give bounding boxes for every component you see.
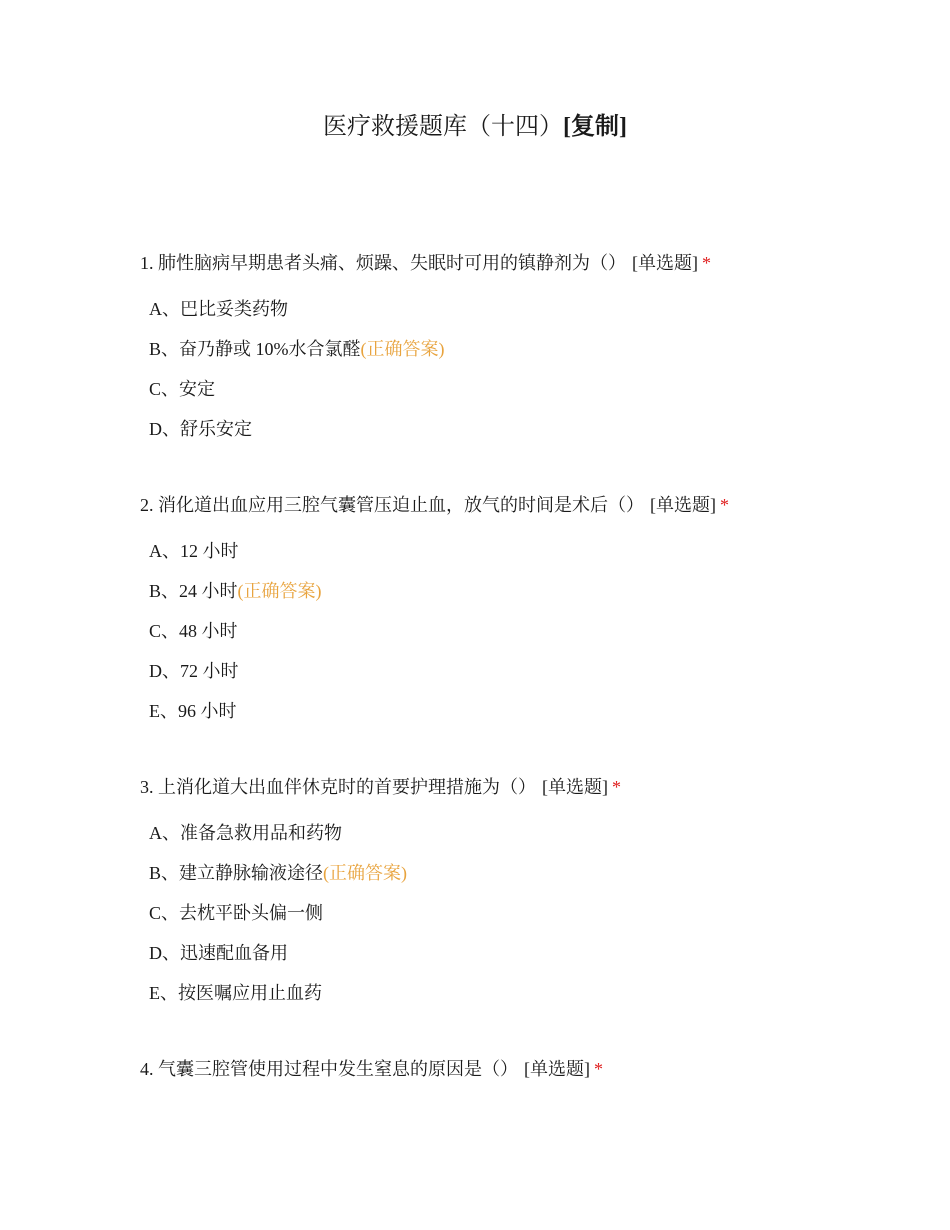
option-e bbox=[149, 698, 900, 724]
title-text: 医疗救援题库（十四） bbox=[323, 114, 563, 140]
question-3 bbox=[140, 774, 900, 1006]
question-1 bbox=[140, 250, 900, 442]
option-d bbox=[149, 416, 900, 442]
option-d bbox=[149, 940, 900, 966]
question-type: [单选题] bbox=[650, 495, 716, 515]
page-title bbox=[0, 110, 950, 144]
question-label: 1. 肺性脑病早期患者头痛、烦躁、失眠时可用的镇静剂为（） bbox=[140, 253, 626, 273]
option-text: D、迅速配血备用 bbox=[149, 943, 288, 963]
question-label: 4. 气囊三腔管使用过程中发生窒息的原因是（） bbox=[140, 1059, 518, 1079]
question-header bbox=[140, 250, 900, 276]
option-text: E、按医嘱应用止血药 bbox=[149, 983, 322, 1003]
correct-answer-note: (正确答案) bbox=[237, 581, 322, 601]
option-text: A、12 小时 bbox=[149, 541, 239, 561]
option-a bbox=[149, 820, 900, 846]
question-header bbox=[140, 774, 900, 800]
option-text: B、24 小时 bbox=[149, 581, 238, 601]
question-label: 3. 上消化道大出血伴休克时的首要护理措施为（） bbox=[140, 777, 536, 797]
copy-tag: [复制] bbox=[563, 114, 627, 140]
option-c bbox=[149, 376, 900, 402]
question-label: 2. 消化道出血应用三腔气囊管压迫止血，放气的时间是术后（） bbox=[140, 495, 644, 515]
option-e bbox=[149, 980, 900, 1006]
question-header bbox=[140, 1056, 900, 1082]
option-c bbox=[149, 618, 900, 644]
question-2 bbox=[140, 492, 900, 724]
option-text: B、奋乃静或 10%水合氯醛 bbox=[149, 339, 361, 359]
required-mark: * bbox=[612, 777, 621, 797]
required-mark: * bbox=[702, 253, 711, 273]
option-text: C、48 小时 bbox=[149, 621, 238, 641]
option-c bbox=[149, 900, 900, 926]
question-header bbox=[140, 492, 900, 518]
option-text: D、72 小时 bbox=[149, 661, 239, 681]
question-type: [单选题] bbox=[632, 253, 698, 273]
option-b bbox=[149, 336, 900, 362]
option-text: D、舒乐安定 bbox=[149, 419, 252, 439]
option-text: E、96 小时 bbox=[149, 701, 237, 721]
option-text: C、安定 bbox=[149, 379, 216, 399]
question-type: [单选题] bbox=[524, 1059, 590, 1079]
question-type: [单选题] bbox=[542, 777, 608, 797]
question-4 bbox=[140, 1056, 900, 1082]
option-text: A、巴比妥类药物 bbox=[149, 299, 288, 319]
option-b bbox=[149, 578, 900, 604]
option-d bbox=[149, 658, 900, 684]
required-mark: * bbox=[720, 495, 729, 515]
option-a bbox=[149, 296, 900, 322]
option-b bbox=[149, 860, 900, 886]
option-text: A、准备急救用品和药物 bbox=[149, 823, 342, 843]
option-text: B、建立静脉输液途径 bbox=[149, 863, 324, 883]
correct-answer-note: (正确答案) bbox=[360, 339, 445, 359]
required-mark: * bbox=[594, 1059, 603, 1079]
correct-answer-note: (正确答案) bbox=[323, 863, 408, 883]
option-a bbox=[149, 538, 900, 564]
option-text: C、去枕平卧头偏一侧 bbox=[149, 903, 324, 923]
